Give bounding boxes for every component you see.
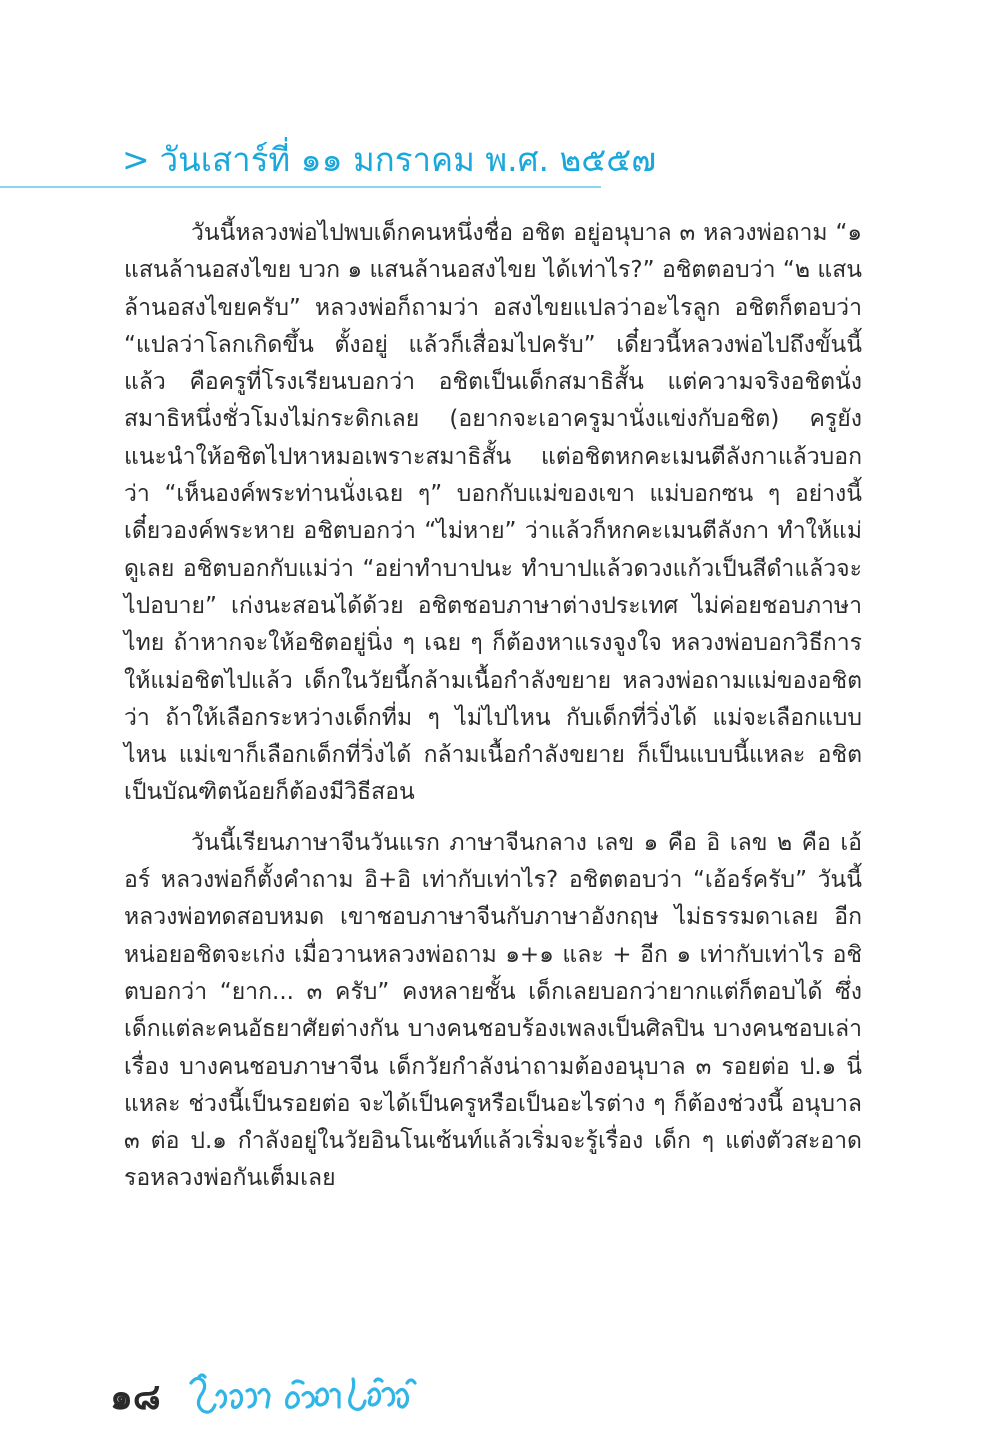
paragraph-1: วันนี้หลวงพ่อไปพบเด็กคนหนึ่งชื่อ อชิต อยู่อนุบาล ๓ หลวงพ่อถาม “๑ แสนล้านอสงไขย บวก ๑ แสนล้านอสงไขย ได้เท่าไร?” อชิตตอบว่า “๒ แสนล้านอสงไขยครับ” หลวงพ่อก็ถามว่า อสงไขยแปลว่าอะไรลูก อชิตก็ตอบว่า “แปลว่าโลกเกิดขึ้น ตั้งอยู่ แล้วก็เสื่อมไปครับ” เดี๋ยวนี้หลวงพ่อไปถึงขั้นนี้แล้ว คือครูที่โรงเรียนบอกว่า อชิตเป็นเด็กสมาธิสั้น แต่ความจริงอชิตนั่งสมาธิหนึ่งชั่วโมงไม่กระดิกเลย (อยากจะเอาครูมานั่งแข่งกับอชิต) ครูยังแนะนำให้อชิตไปหาหมอเพราะสมาธิสั้น แต่อชิตหกคะเมนตีลังกาแล้วบอกว่า “เห็นองค์พระท่านนั่งเฉย ๆ” บอกกับแม่ของเขา แม่บอกซน ๆ อย่างนี้เดี๋ยวองค์พระหาย อชิตบอกว่า “ไม่หาย” ว่าแล้วก็หกคะเมนตีลังกา ทำให้แม่ดูเลย อชิตบอกกับแม่ว่า “อย่าทำบาปนะ ทำบาปแล้วดวงแก้วเป็นสีดำแล้วจะไปอบาย” เก่งนะสอนได้ด้วย อชิตชอบภาษาต่างประเทศ ไม่ค่อยชอบภาษาไทย ถ้าหากจะให้อชิตอยู่นิ่ง ๆ เฉย ๆ ก็ต้องหาแรงจูงใจ หลวงพ่อบอกวิธีการให้แม่อชิตไปแล้ว เด็กในวัยนี้กล้ามเนื้อกำลังขยาย หลวงพ่อถามแม่ของอชิตว่า ถ้าให้เลือกระหว่างเด็กที่ม ๆ ไม่ไปไหน กับเด็กที่วิ่งได้ แม่จะเลือกแบบไหน แม่เขาก็เลือกเด็กที่วิ่งได้ กล้ามเนื้อกำลังขยาย ก็เป็นแบบนี้แหละ อชิตเป็นบัณฑิตน้อยก็ต้องมีวิธีสอน xyxy=(124,220,862,806)
body-text xyxy=(124,215,862,1198)
page-title xyxy=(122,138,656,182)
page-footer xyxy=(110,1366,421,1426)
title-marker: > xyxy=(122,140,150,179)
title-underline xyxy=(0,186,601,188)
handwritten-book-title-logo-icon xyxy=(185,1369,421,1423)
page-number: ๑๘ xyxy=(110,1376,161,1418)
paragraph-2: วันนี้เรียนภาษาจีนวันแรก ภาษาจีนกลาง เลข ๑ คือ อิ เลข ๒ คือ เอ้อร์ หลวงพ่อก็ตั้งคำถาม อิ+อิ เท่ากับเท่าไร? อชิตตอบว่า “เอ้อร์ครับ” วันนี้หลวงพ่อทดสอบหมด เขาชอบภาษาจีนกับภาษาอังกฤษ ไม่ธรรมดาเลย อีกหน่อยอชิตจะเก่ง เมื่อวานหลวงพ่อถาม ๑+๑ และ + อีก ๑ เท่ากับเท่าไร อชิตบอกว่า “ยาก... ๓ ครับ” คงหลายชั้น เด็กเลยบอกว่ายากแต่ก็ตอบได้ ซึ่งเด็กแต่ละคนอัธยาศัยต่างกัน บางคนชอบร้องเพลงเป็นศิลปิน บางคนชอบเล่าเรื่อง บางคนชอบภาษาจีน เด็กวัยกำลังน่าถามต้องอนุบาล ๓ รอยต่อ ป.๑ นี่แหละ ช่วงนี้เป็นรอยต่อ จะได้เป็นครูหรือเป็นอะไรต่าง ๆ ก็ต้องช่วงนี้ อนุบาล ๓ ต่อ ป.๑ กำลังอยู่ในวัยอินโนเซ้นท์แล้วเริ่มจะรู้เรื่อง เด็ก ๆ แต่งตัวสะอาดรอหลวงพ่อกันเต็มเลย xyxy=(124,829,863,1192)
title-text: วันเสาร์ที่ ๑๑ มกราคม พ.ศ. ๒๕๕๗ xyxy=(159,140,657,179)
